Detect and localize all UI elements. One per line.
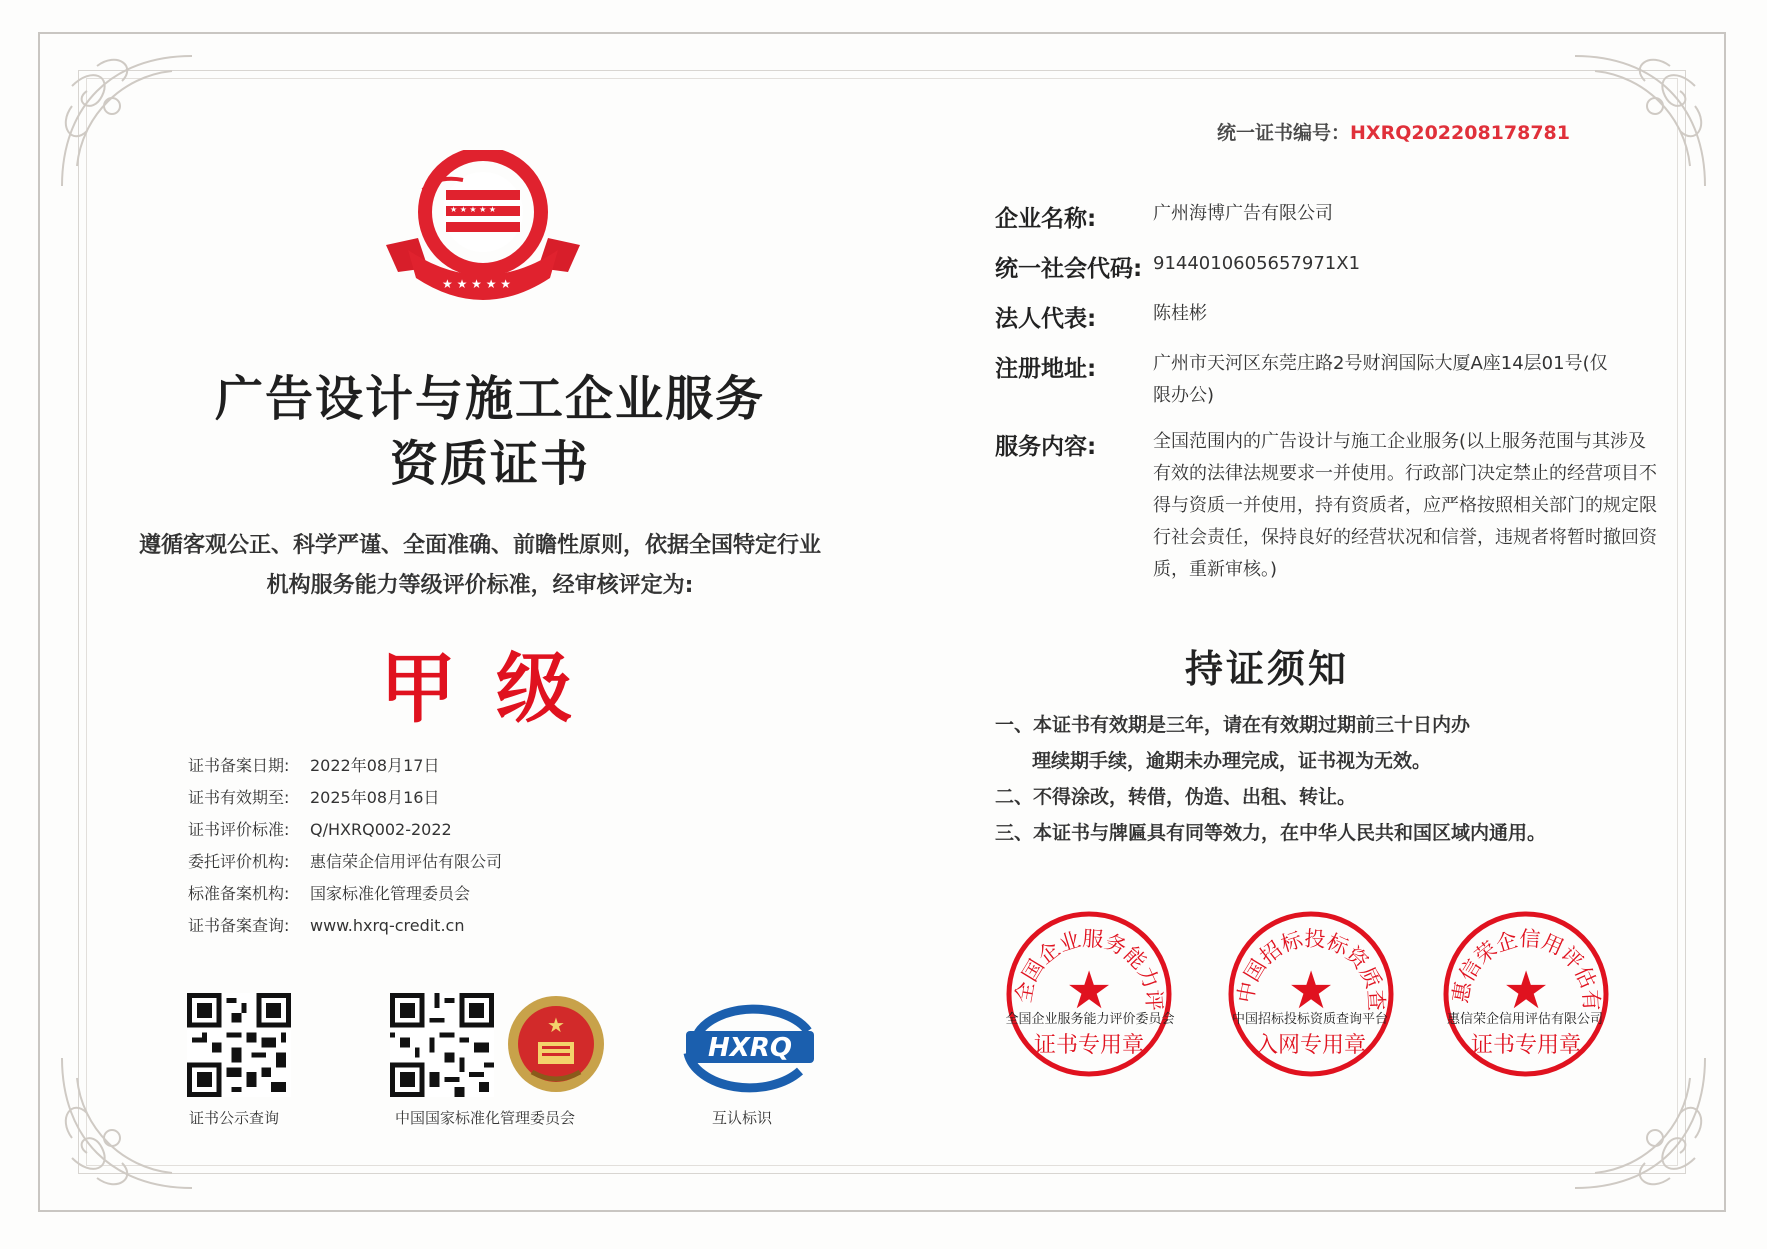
- notice-title: 持证须知: [1185, 647, 1350, 691]
- info-key: 证书备案日期:: [188, 756, 290, 775]
- notice-item: 三、本证书与牌匾具有同等效力，在中华人民共和国区域内通用。: [995, 822, 1547, 844]
- hxrq-caption: 互认标识: [712, 1109, 773, 1127]
- svg-text:★: ★: [547, 1013, 565, 1037]
- corner-ornament-top-right: [1565, 46, 1715, 196]
- info-key: 证书评价标准:: [188, 820, 290, 839]
- info-key: 委托评价机构:: [188, 852, 290, 871]
- seal-3-arc-text: 惠信荣企信用评估有: [1448, 926, 1604, 1012]
- info-value: 2022年08月17日: [310, 756, 440, 775]
- corner-ornament-top-left: [52, 46, 202, 196]
- field-key: 统一社会代码:: [995, 256, 1143, 282]
- info-value: 国家标准化管理委员会: [310, 884, 471, 903]
- seal-1-arc-text: 全国企业服务能力评: [1011, 926, 1167, 1012]
- field-value: 广州海博广告有限公司: [1153, 203, 1333, 224]
- certificate-number-value: HXRQ202208178781: [1350, 122, 1570, 144]
- qr-code-certificate-query[interactable]: [187, 993, 291, 1097]
- qr-caption-standards-committee: 中国国家标准化管理委员会: [395, 1109, 576, 1127]
- svg-text:★: ★: [1065, 961, 1113, 1021]
- hxrq-logo: [678, 993, 818, 1099]
- corner-ornament-bottom-left: [52, 1048, 202, 1198]
- svg-text:★ ★ ★ ★ ★: ★ ★ ★ ★ ★: [442, 277, 512, 291]
- notice-item: 二、不得涂改，转借，伪造、出租、转让。: [995, 786, 1357, 808]
- info-key: 证书有效期至:: [188, 788, 290, 807]
- field-key: 服务内容:: [995, 434, 1097, 460]
- info-value: www.hxrq-credit.cn: [310, 916, 465, 935]
- info-row: [188, 750, 502, 782]
- svg-text:★ ★ ★ ★ ★: ★ ★ ★ ★ ★: [450, 205, 497, 214]
- field-value: 9144010605657971X1: [1153, 253, 1361, 274]
- qualification-emblem-logo: [378, 150, 588, 320]
- field-value: 陈桂彬: [1153, 303, 1207, 324]
- seal-1-label: 证书专用章: [1033, 1033, 1144, 1058]
- seal-2-arc-text: 中国招标投标资质查: [1233, 926, 1389, 1012]
- info-row: [188, 814, 502, 846]
- certificate-title-line1: 广告设计与施工企业服务: [214, 371, 765, 427]
- svg-text:★: ★: [1287, 961, 1335, 1021]
- certificate-info-list: [188, 750, 502, 942]
- seal-2-label: 入网专用章: [1255, 1033, 1366, 1058]
- hxrq-logo-text: HXRQ: [708, 1033, 792, 1063]
- qr-code-standards-committee[interactable]: [390, 993, 494, 1097]
- svg-text:★: ★: [1502, 961, 1550, 1021]
- info-value: Q/HXRQ002-2022: [310, 820, 452, 839]
- notice-item: 理续期手续，逾期未办理完成，证书视为无效。: [1032, 750, 1432, 772]
- intro-line2: 机构服务能力等级评价标准，经审核评定为:: [266, 573, 694, 598]
- field-key: 法人代表:: [995, 306, 1097, 332]
- field-key: 企业名称:: [995, 206, 1097, 232]
- seal-2-caption: 中国招标投标资质查询平台: [1231, 1012, 1388, 1027]
- national-emblem-icon: [502, 990, 610, 1098]
- certificate-number: [1217, 118, 1570, 145]
- field-value: 广州市天河区东莞庄路2号财润国际大厦A座14层01号(仅限办公): [1153, 353, 1608, 406]
- seal-1-caption: 全国企业服务能力评价委员会: [1005, 1012, 1175, 1027]
- grade-value: 甲级: [380, 644, 612, 733]
- qr-caption-certificate-query: 证书公示查询: [189, 1109, 280, 1127]
- certificate-number-label: 统一证书编号：: [1217, 122, 1351, 144]
- intro-line1: 遵循客观公正、科学严谨、全面准确、前瞻性原则，依据全国特定行业: [138, 533, 821, 558]
- info-row: [188, 910, 502, 942]
- info-row: [188, 782, 502, 814]
- info-row: [188, 878, 502, 910]
- notice-item: 一、本证书有效期是三年，请在有效期过期前三十日内办: [995, 714, 1471, 736]
- seal-3-caption: 惠信荣企信用评估有限公司: [1446, 1012, 1603, 1027]
- info-value: 2025年08月16日: [310, 788, 440, 807]
- certificate-title-line2: 资质证书: [389, 436, 590, 492]
- field-key: 注册地址:: [995, 356, 1097, 382]
- info-value: 惠信荣企信用评估有限公司: [310, 852, 503, 871]
- info-key: 证书备案查询:: [188, 916, 290, 935]
- seal-3-label: 证书专用章: [1470, 1033, 1581, 1058]
- info-key: 标准备案机构:: [188, 884, 290, 903]
- field-value: 全国范围内的广告设计与施工企业服务(以上服务范围与其涉及有效的法律法规要求一并使用。行政部门决定禁止的经营项目不得与资质一并使用，持有资质者，应严格按照相关部门的规定限行社会责任，保持良好的经营状况和信誉，违规者将暂时撤回资质，重新审核。): [1153, 431, 1657, 580]
- info-row: [188, 846, 502, 878]
